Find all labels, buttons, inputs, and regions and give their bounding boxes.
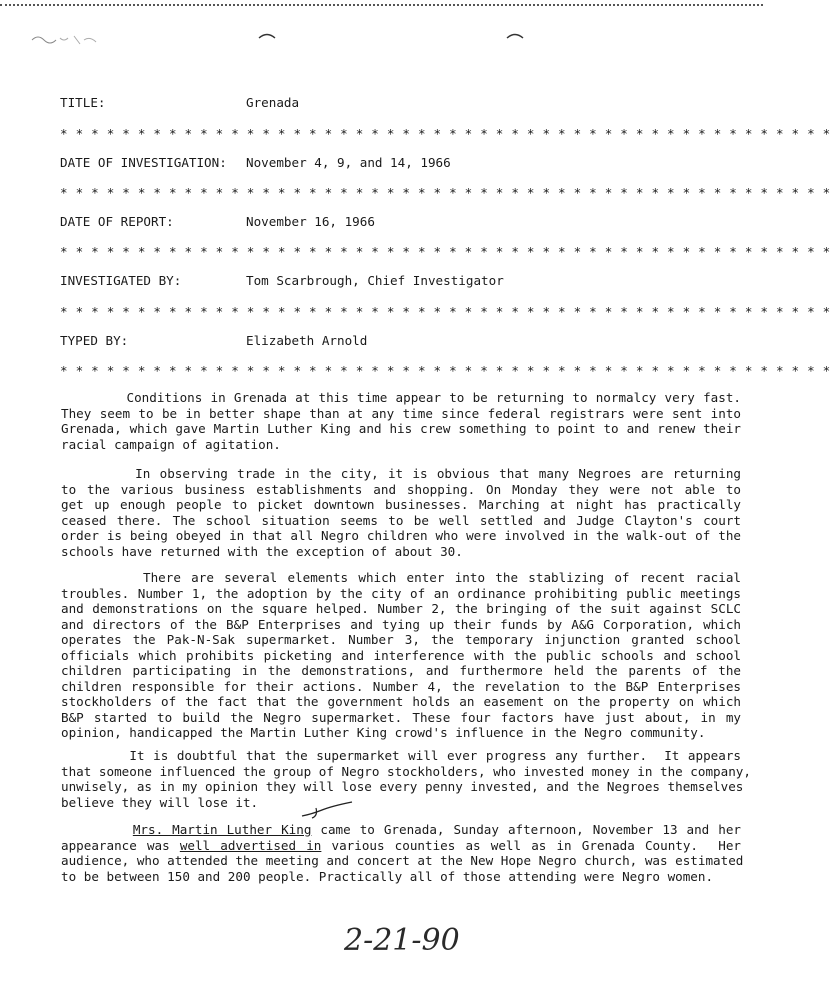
text-line: and demonstrations on the square helped. Number 2, the bringing of the suit against SCLC bbox=[61, 601, 741, 616]
body-paragraph bbox=[61, 390, 741, 452]
investigation-date-row bbox=[60, 155, 451, 170]
typed-by-value: Elizabeth Arnold bbox=[246, 333, 368, 348]
top-border-line bbox=[0, 4, 763, 9]
title-row bbox=[60, 95, 299, 110]
report-date-value: November 16, 1966 bbox=[246, 214, 375, 229]
typed-by-label: TYPED BY: bbox=[60, 333, 129, 348]
text-line: that someone influenced the group of Negro stockholders, who invested money in the company, bbox=[61, 763, 751, 779]
separator-row: * * * * * * * * * * * * * * * * * * * * * * * * * * * * * * * * * * * * * * * * * * * * * * * * * * bbox=[60, 363, 830, 378]
text-line: audience, who attended the meeting and concert at the New Hope Negro church, was estimated bbox=[61, 853, 744, 868]
text-line bbox=[61, 838, 741, 854]
underlined-name: Mrs. Martin Luther King bbox=[132, 822, 312, 837]
title-value: Grenada bbox=[246, 95, 300, 110]
text-line: They seem to be in better shape than at any time since federal registrars were sent into bbox=[61, 405, 741, 421]
handwritten-date bbox=[340, 920, 490, 960]
text-line: ceased there. The school situation seems to be well settled and Judge Clayton's court bbox=[61, 512, 741, 528]
line-suffix: came to Grenada, Sunday afternoon, November 13 and her bbox=[311, 822, 741, 837]
text-line: order is being obeyed in that all Negro children who were involved in the walk-out of the bbox=[61, 528, 741, 543]
text-line: officials which prohibits picketing and interference with the public schools and school bbox=[61, 647, 741, 663]
text-line: stockholders of the fact that the government holds an easement on the property on which bbox=[61, 694, 741, 709]
text-line: to be between 150 and 200 people. Practically all of those attending were Negro women. bbox=[61, 868, 714, 884]
separator-row: * * * * * * * * * * * * * * * * * * * * * * * * * * * * * * * * * * * * * * * * * * * * * * * * * * bbox=[60, 185, 830, 200]
typed-by-row bbox=[60, 333, 367, 348]
title-label: TITLE: bbox=[60, 95, 106, 110]
body-paragraph bbox=[61, 466, 741, 559]
investigation-date-value: November 4, 9, and 14, 1966 bbox=[246, 155, 451, 170]
text-line: schools have returned with the exception of about 30. bbox=[61, 543, 463, 559]
text-line: believe they will lose it. bbox=[61, 794, 259, 810]
text-line: children participating in the demonstrations, and furthermore held the parents of the bbox=[61, 663, 741, 678]
text-line: Grenada, which gave Martin Luther King and his crew something to point to and renew their bbox=[61, 421, 741, 436]
text-line: operates the Pak-N-Sak supermarket. Number 3, the temporary injunction granted school bbox=[61, 632, 741, 647]
line-suffix: various counties as well as in Grenada County. Her bbox=[321, 837, 742, 853]
corner-stamp-smudge bbox=[30, 30, 110, 50]
pen-mark bbox=[298, 800, 358, 822]
investigated-by-value: Tom Scarbrough, Chief Investigator bbox=[246, 273, 504, 288]
body-paragraph bbox=[61, 570, 741, 741]
separator-row: * * * * * * * * * * * * * * * * * * * * * * * * * * * * * * * * * * * * * * * * * * * * * * * * * * bbox=[60, 244, 830, 259]
separator-row: * * * * * * * * * * * * * * * * * * * * * * * * * * * * * * * * * * * * * * * * * * * * * * * * * * bbox=[60, 304, 830, 319]
investigated-by-label: INVESTIGATED BY: bbox=[60, 273, 182, 288]
text-line: opinion, handicapped the Martin Luther King crowd's influence in the Negro community. bbox=[61, 725, 706, 740]
text-line: unwisely, as in my opinion they will lose every penny invested, and the Negroes themselves bbox=[61, 779, 744, 794]
text-line: troubles. Number 1, the adoption by the city of an ordinance prohibiting public meetings bbox=[61, 585, 741, 601]
investigated-by-row bbox=[60, 273, 504, 288]
hole-punch-mark bbox=[506, 32, 524, 40]
text-line: There are several elements which enter into the stablizing of recent racial bbox=[61, 570, 741, 585]
text-line: B&P started to build the Negro supermarket. These four factors have just about, in my bbox=[61, 709, 741, 725]
text-line: and directors of the B&P Enterprises and tying up their funds by A&G Corporation, which bbox=[61, 616, 741, 632]
text-line: to the various business establishments and shopping. On Monday they were not able to bbox=[61, 481, 741, 497]
indent bbox=[61, 822, 133, 837]
investigation-date-label: DATE OF INVESTIGATION: bbox=[60, 155, 227, 170]
underlined-phrase: well advertised in bbox=[179, 837, 322, 853]
text-line: It is doubtful that the supermarket will ever progress any further. It appears bbox=[61, 748, 741, 763]
text-line bbox=[61, 822, 741, 838]
text-line: Conditions in Grenada at this time appear to be returning to normalcy very fast. bbox=[61, 390, 741, 405]
text-line: In observing trade in the city, it is obvious that many Negroes are returning bbox=[61, 466, 741, 481]
handwritten-date-text: 2-21-90 bbox=[344, 923, 460, 958]
body-paragraph bbox=[61, 822, 744, 884]
text-line: racial campaign of agitation. bbox=[61, 436, 281, 452]
text-line: children responsible for their actions. Number 4, the revelation to the B&P Enterprises bbox=[61, 678, 741, 694]
report-date-row bbox=[60, 214, 375, 229]
report-date-label: DATE OF REPORT: bbox=[60, 214, 174, 229]
separator-row: * * * * * * * * * * * * * * * * * * * * * * * * * * * * * * * * * * * * * * * * * * * * * * * * * * bbox=[60, 126, 830, 141]
hole-punch-mark bbox=[258, 32, 276, 40]
line-prefix: appearance was bbox=[61, 837, 180, 853]
text-line: get up enough people to picket downtown businesses. Marching at night has practically bbox=[61, 497, 741, 512]
body-paragraph bbox=[61, 748, 751, 810]
